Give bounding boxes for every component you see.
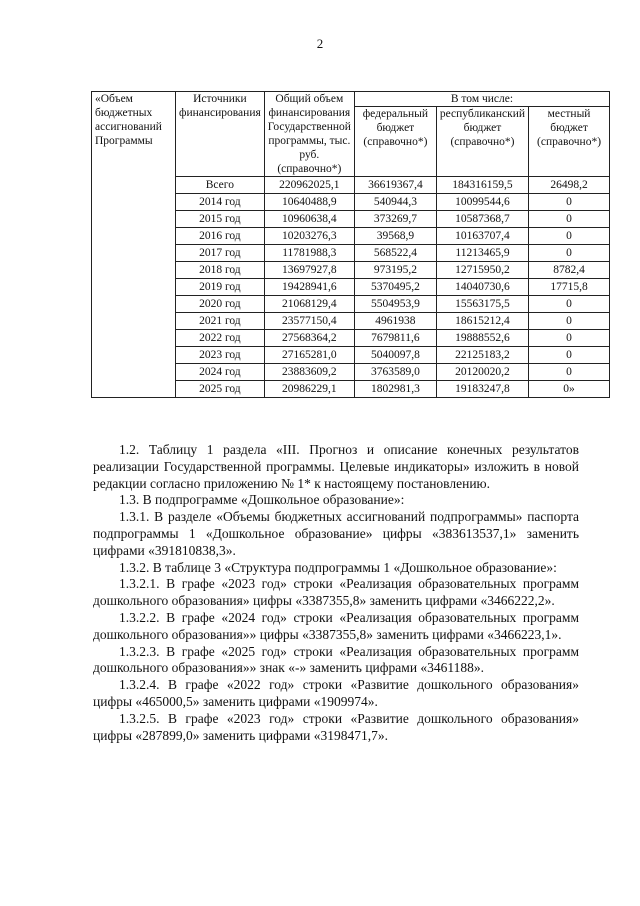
cell-total: 10640488,9 xyxy=(264,194,354,211)
cell-republic: 11213465,9 xyxy=(436,245,528,262)
cell-local: 8782,4 xyxy=(529,262,610,279)
cell-total: 23577150,4 xyxy=(264,313,354,330)
cell-federal: 5370495,2 xyxy=(354,279,436,296)
cell-republic: 12715950,2 xyxy=(436,262,528,279)
cell-total: 10960638,4 xyxy=(264,211,354,228)
cell-republic: 18615212,4 xyxy=(436,313,528,330)
header-total: Общий объем финансирования Государственной программы, тыс. руб. (справочно*) xyxy=(264,92,354,177)
cell-local: 0» xyxy=(529,381,610,398)
header-group: В том числе: xyxy=(354,92,609,107)
cell-total: 27165281,0 xyxy=(264,347,354,364)
cell-federal: 568522,4 xyxy=(354,245,436,262)
cell-total: 11781988,3 xyxy=(264,245,354,262)
cell-label: 2020 год xyxy=(176,296,265,313)
cell-label: 2022 год xyxy=(176,330,265,347)
header-local: местный бюджет (справочно*) xyxy=(529,107,610,177)
cell-federal: 373269,7 xyxy=(354,211,436,228)
cell-label: 2017 год xyxy=(176,245,265,262)
cell-local: 17715,8 xyxy=(529,279,610,296)
cell-federal: 39568,9 xyxy=(354,228,436,245)
cell-republic: 19888552,6 xyxy=(436,330,528,347)
paragraph: 1.3.2.2. В графе «2024 год» строки «Реализация образовательных программ дошкольного образования»» цифры «3387355,8» заменить цифрами «3466223,1». xyxy=(93,609,579,642)
cell-total: 19428941,6 xyxy=(264,279,354,296)
paragraph: 1.3.1. В разделе «Объемы бюджетных ассигнований подпрограммы» паспорта подпрограммы 1 «Дошкольное образование» цифры «383613537,1» заменить цифрами «391810838,3». xyxy=(93,509,579,558)
cell-label: 2015 год xyxy=(176,211,265,228)
cell-local: 0 xyxy=(529,228,610,245)
cell-local: 0 xyxy=(529,330,610,347)
paragraph: 1.3.2. В таблице 3 «Структура подпрограммы 1 «Дошкольное образование»: xyxy=(119,559,557,575)
cell-label: 2014 год xyxy=(176,194,265,211)
cell-total: 20986229,1 xyxy=(264,381,354,398)
cell-label: 2016 год xyxy=(176,228,265,245)
cell-local: 0 xyxy=(529,194,610,211)
cell-republic: 10163707,4 xyxy=(436,228,528,245)
cell-local: 0 xyxy=(529,313,610,330)
table-row-label: «Объем бюджетных ассигнований Программы xyxy=(92,92,176,398)
cell-total: 27568364,2 xyxy=(264,330,354,347)
paragraph: 1.3.2.3. В графе «2025 год» строки «Реализация образовательных программ дошкольного образования»» знак «-» заменить цифрами «3461188». xyxy=(93,643,579,676)
paragraph: 1.3.2.1. В графе «2023 год» строки «Реализация образовательных программ дошкольного образования» цифры «3387355,8» заменить цифрами «3466222,2». xyxy=(93,576,579,609)
cell-local: 0 xyxy=(529,245,610,262)
header-federal: федеральный бюджет (справочно*) xyxy=(354,107,436,177)
cell-federal: 1802981,3 xyxy=(354,381,436,398)
paragraph: 1.3. В подпрограмме «Дошкольное образование»: xyxy=(119,492,405,508)
cell-republic: 19183247,8 xyxy=(436,381,528,398)
cell-federal: 973195,2 xyxy=(354,262,436,279)
cell-label: 2019 год xyxy=(176,279,265,296)
cell-republic: 10099544,6 xyxy=(436,194,528,211)
cell-federal: 3763589,0 xyxy=(354,364,436,381)
budget-table xyxy=(91,91,610,398)
cell-label: 2021 год xyxy=(176,313,265,330)
paragraph: 1.3.2.5. В графе «2023 год» строки «Развитие дошкольного образования» цифры «287899,0» заменить цифрами «3198471,7». xyxy=(93,710,579,743)
body-text xyxy=(93,442,579,744)
cell-label: 2023 год xyxy=(176,347,265,364)
cell-republic: 184316159,5 xyxy=(436,177,528,194)
header-republic: республиканский бюджет (справочно*) xyxy=(436,107,528,177)
cell-federal: 5040097,8 xyxy=(354,347,436,364)
cell-federal: 4961938 xyxy=(354,313,436,330)
cell-total: 220962025,1 xyxy=(264,177,354,194)
paragraph: 1.2. Таблицу 1 раздела «III. Прогноз и описание конечных результатов реализации Государственной программы. Целевые индикаторы» изложить в новой редакции согласно приложению № 1* к настоящему постановлению. xyxy=(93,442,579,491)
cell-local: 26498,2 xyxy=(529,177,610,194)
cell-republic: 15563175,5 xyxy=(436,296,528,313)
header-sources: Источники финансирования xyxy=(176,92,265,177)
page-number: 2 xyxy=(316,36,324,51)
cell-total: 10203276,3 xyxy=(264,228,354,245)
cell-total: 13697927,8 xyxy=(264,262,354,279)
cell-republic: 20120020,2 xyxy=(436,364,528,381)
cell-local: 0 xyxy=(529,347,610,364)
cell-label: Всего xyxy=(176,177,265,194)
cell-local: 0 xyxy=(529,296,610,313)
cell-total: 23883609,2 xyxy=(264,364,354,381)
cell-republic: 10587368,7 xyxy=(436,211,528,228)
cell-federal: 5504953,9 xyxy=(354,296,436,313)
cell-label: 2025 год xyxy=(176,381,265,398)
paragraph: 1.3.2.4. В графе «2022 год» строки «Развитие дошкольного образования» цифры «465000,5» заменить цифрами «1909974». xyxy=(93,677,579,709)
cell-local: 0 xyxy=(529,211,610,228)
cell-local: 0 xyxy=(529,364,610,381)
cell-federal: 36619367,4 xyxy=(354,177,436,194)
cell-federal: 7679811,6 xyxy=(354,330,436,347)
cell-label: 2024 год xyxy=(176,364,265,381)
cell-republic: 22125183,2 xyxy=(436,347,528,364)
cell-republic: 14040730,6 xyxy=(436,279,528,296)
cell-total: 21068129,4 xyxy=(264,296,354,313)
cell-federal: 540944,3 xyxy=(354,194,436,211)
cell-label: 2018 год xyxy=(176,262,265,279)
